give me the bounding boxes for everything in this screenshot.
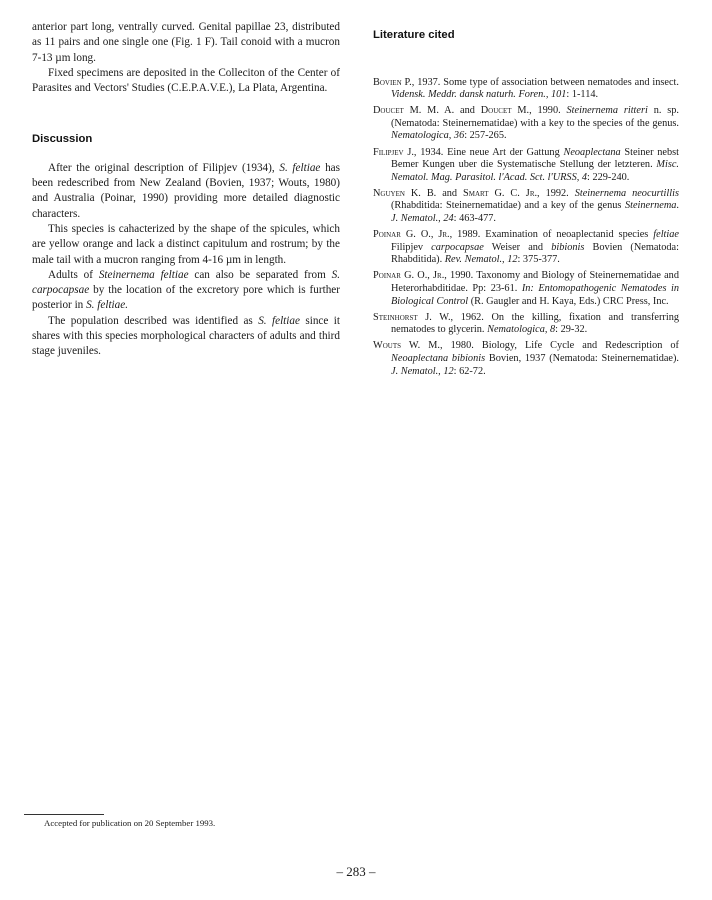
- text-run: This species is cahacterized by the shape of the spicules, which are yellow orange and lack a distinct capitulum and rostrum; by the male tail with a mucron ranging from 4-16 µm in length.: [32, 222, 340, 266]
- reference-list: [373, 77, 679, 379]
- text-run: Steiner nebst Bemer Kungen uber die Systematische Stellung der letzteren.: [391, 146, 679, 171]
- italic-text: Steinernema: [624, 200, 677, 212]
- italic-text: Nematologica, 36: [391, 130, 465, 142]
- italic-text: Steinernema feltiae: [98, 268, 189, 281]
- author-name: Doucet M. M. A.: [373, 105, 455, 117]
- text-run: 1937. Some type of association between nematodes and insect.: [414, 76, 679, 88]
- text-run: : 257-265.: [464, 130, 507, 142]
- reference-item: [373, 270, 679, 308]
- reference-item: [373, 105, 679, 143]
- italic-text: bibionis: [551, 241, 585, 253]
- text-run: 1980. Biology, Life Cycle and Redescription of: [442, 340, 679, 352]
- author-name: Wouts W. M.,: [373, 340, 443, 352]
- author-name: Nguyen K. B.: [373, 187, 437, 199]
- italic-text: Misc. Nematol. Mag. Parasitol. l'Acad. Sct. l'URSS, 4: [391, 159, 679, 183]
- reference-item: [373, 147, 679, 185]
- text-run: Weiser and: [483, 241, 552, 253]
- text-run: Bovien, 1937 (Nematoda: Steinernematidae).: [485, 352, 680, 364]
- italic-text: J. Nematol., 12: [391, 365, 454, 377]
- left-column: [32, 20, 340, 360]
- reference-item: [373, 77, 679, 102]
- italic-text: S. carpocapsae: [32, 268, 341, 297]
- text-run: 1962. On the killing, fixation and transferring nematodes to glycerin.: [391, 311, 679, 336]
- discussion-paragraph: [32, 314, 340, 360]
- text-run: (Rhabditida: Steinernematidae) and a key of the genus: [391, 200, 625, 212]
- author-name: Steinhorst J. W.,: [373, 311, 454, 323]
- text-run: (R. Gaugler and H. Kaya, Eds.) CRC Press, Inc.: [468, 295, 669, 307]
- text-run: Bovien (Nematoda: Rhabditida).: [391, 241, 679, 266]
- italic-text: Vidensk. Meddr. dansk naturh. Foren., 101: [391, 89, 567, 101]
- text-run: Filipjev: [391, 241, 432, 253]
- reference-item: [373, 340, 679, 378]
- text-run: : 463-477.: [453, 213, 496, 225]
- italic-text: Steinernema ritteri: [566, 105, 648, 117]
- author-name: Filipjev J.,: [373, 146, 417, 158]
- reference-item: [373, 229, 679, 267]
- italic-text: Steinernema neocurtillis: [574, 187, 679, 199]
- italic-text: Nematologica, 8: [487, 324, 556, 336]
- text-run: : 1-114.: [566, 89, 599, 101]
- italic-text: S. feltiae: [279, 161, 321, 174]
- text-run: 1992.: [539, 187, 575, 199]
- text-run: 1990. Taxonomy and Biology of Steinernematidae and Heterorhabditidae. Pp: 23-61.: [391, 270, 679, 294]
- author-name: Bovien P.,: [373, 76, 415, 88]
- text-run: The population described was identified as: [48, 314, 259, 327]
- intro-paragraph-2: Fixed specimens are deposited in the Colleciton of the Center of Parasites and Vectors' Studies (C.E.P.A.V.E.), La Plata, Argentina.: [32, 66, 340, 95]
- italic-text: Neoaplectana bibionis: [391, 352, 486, 364]
- footnote-divider: [24, 814, 104, 815]
- text-run: .: [676, 200, 679, 212]
- author-name: Poinar G. O., Jr.,: [373, 270, 447, 282]
- italic-text: carpocapsae: [431, 241, 484, 253]
- right-column: [373, 29, 679, 382]
- text-run: : 62-72.: [453, 365, 486, 377]
- text-run: n. sp. (Nematoda: Steinernematidae) with a key to the species of the genus.: [391, 105, 679, 129]
- italic-text: S. feltiae.: [86, 299, 129, 312]
- italic-text: Neoaplectana: [563, 146, 621, 158]
- intro-paragraph-1: anterior part long, ventrally curved. Genital papillae 23, distributed as 11 pairs and one single one (Fig. 1 F). Tail conoid with a mucron 7-13 µm long.: [32, 21, 340, 64]
- text-run: 1934. Eine neue Art der Gattung: [416, 146, 564, 158]
- discussion-heading: Discussion: [32, 133, 93, 146]
- text-run: and: [454, 105, 481, 117]
- author-name: Smart G. C. Jr.,: [463, 187, 540, 199]
- text-run: can also be separated from: [188, 268, 332, 281]
- reference-item: [373, 188, 679, 226]
- text-run: and: [436, 187, 464, 199]
- footnote: Accepted for publication on 20 September 1993.: [44, 818, 216, 828]
- discussion-paragraph: [32, 268, 340, 314]
- literature-cited-heading: Literature cited: [373, 29, 455, 41]
- text-run: : 375-377.: [517, 254, 560, 266]
- discussion-paragraph: [32, 161, 340, 222]
- reference-item: [373, 312, 679, 337]
- author-name: Poinar G. O., Jr.,: [373, 229, 453, 241]
- discussion-paragraph: [32, 222, 340, 268]
- text-run: by the location of the excretory pore which is further posterior in: [32, 284, 340, 312]
- italic-text: In: Entomopathogenic Nematodes in Biological Control: [391, 283, 679, 307]
- text-run: : 29-32.: [555, 324, 588, 336]
- text-run: : 229-240.: [587, 171, 630, 183]
- author-name: Doucet M.,: [480, 105, 532, 117]
- italic-text: J. Nematol., 24: [391, 213, 454, 225]
- italic-text: feltiae: [653, 229, 679, 241]
- text-run: After the original description of Filipjev (1934),: [48, 161, 280, 174]
- page-number: – 283 –: [336, 864, 376, 879]
- text-run: 1989. Examination of neoaplectanid species: [452, 229, 654, 241]
- text-run: 1990.: [531, 105, 567, 117]
- italic-text: S. feltiae: [258, 314, 300, 327]
- text-run: has been redescribed from New Zealand (Bovien, 1937; Wouts, 1980) and Australia (Poinar, 1990) providing more detailed diagnostic characters.: [32, 161, 340, 220]
- text-run: Adults of: [48, 268, 99, 281]
- text-run: since it shares with this species morphological characters of adults and third stage juveniles.: [32, 314, 340, 358]
- italic-text: Rev. Nematol., 12: [444, 254, 518, 266]
